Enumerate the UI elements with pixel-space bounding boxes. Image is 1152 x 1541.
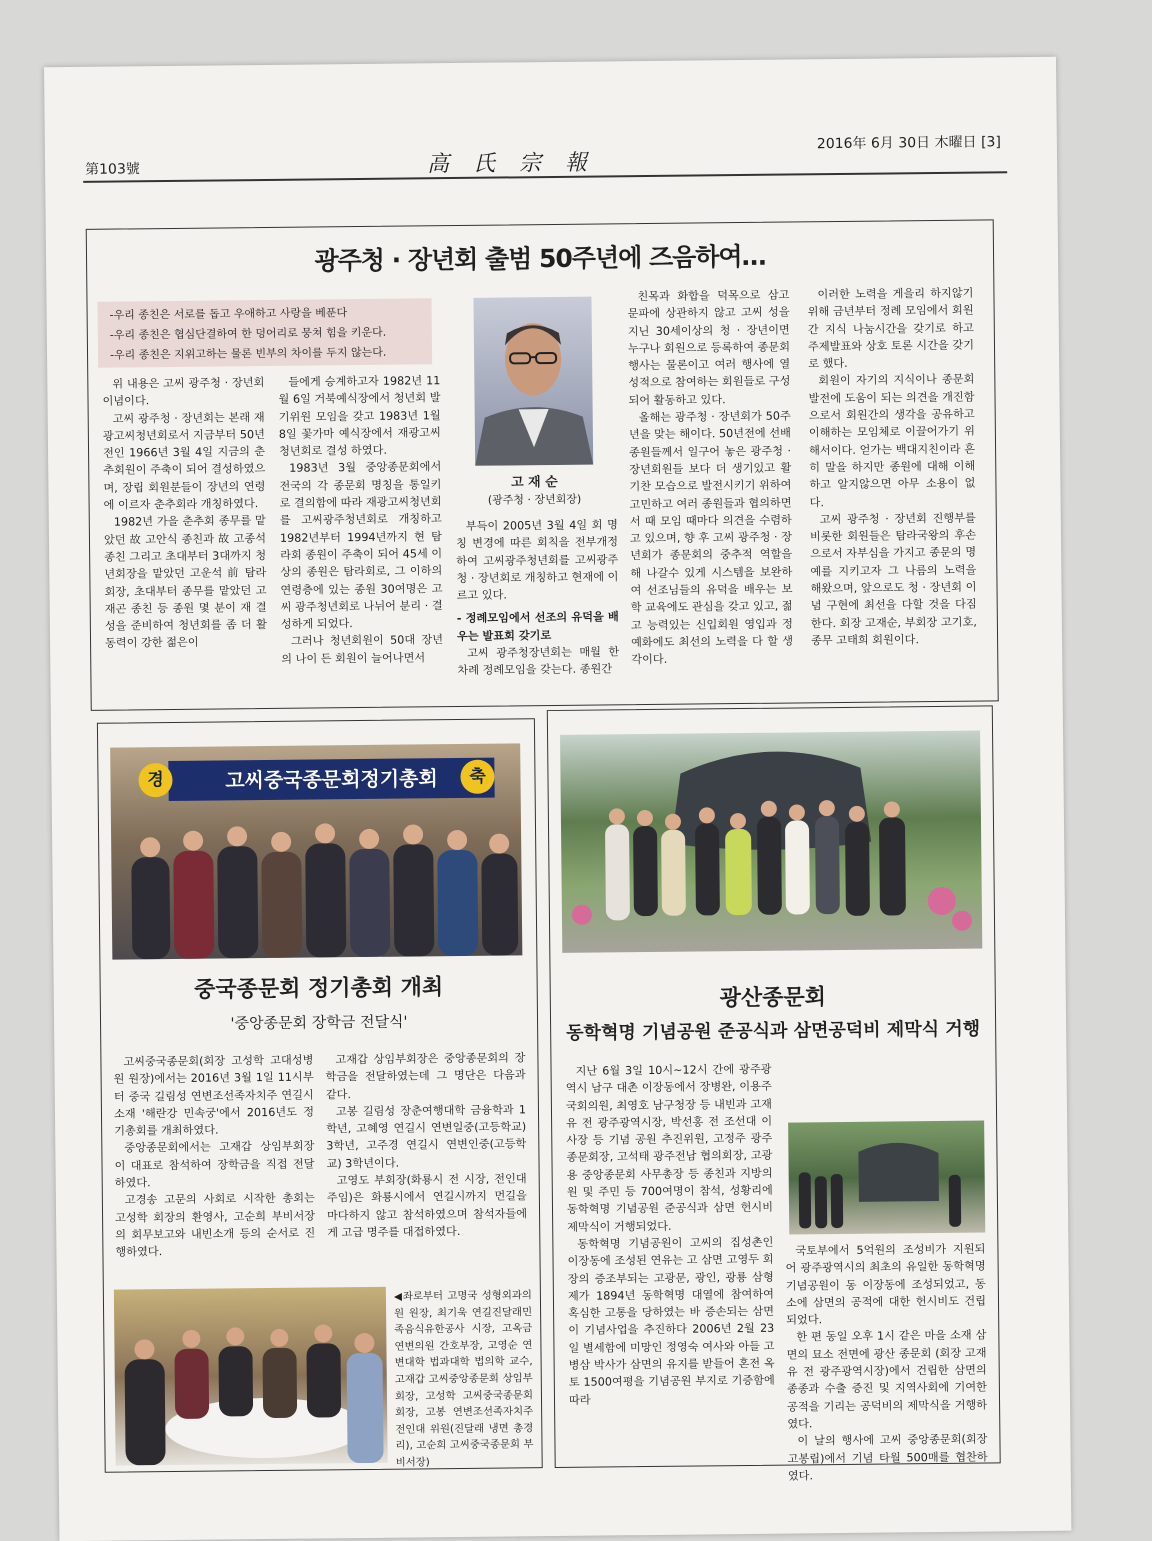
- paragraph: 위 내용은 고씨 광주청 · 장년회 이념이다.: [102, 374, 264, 410]
- motto-line: -우리 종친은 지위고하는 물론 빈부의 차이를 두지 않는다.: [110, 342, 420, 365]
- paragraph: 그러나 청년회원이 50대 장년의 나이 든 회원이 늘어나면서: [281, 632, 443, 668]
- feature-subhead: - 정례모임에서 선조의 유덕을 배우는 발표회 갖기로: [457, 609, 619, 645]
- medal-left: 경: [138, 763, 172, 797]
- paragraph: 이러한 노력을 게을리 하지않기 위해 금년부터 정례 모임에서 회원간 지식 나눔시간을 갖기로 하고 주제발표와 상호 토론 시간을 갖기로 했다.: [807, 285, 974, 373]
- feature-column-4: [627, 287, 793, 669]
- paragraph: 고경송 고문의 사회로 시작한 총회는 고성학 회장의 환영사, 고순희 부비서장의 회무보고와 내빈소개 등의 순서로 진행하였다.: [115, 1190, 316, 1261]
- group-photo: [110, 743, 522, 959]
- paragraph: 동학혁명 기념공원이 고씨의 집성촌인 이장동에 조성된 연유는 고 삼면 고영두 회장의 증조부되는 고광문, 광인, 광룡 삼형제가 1894년 동학혁명 대열에 참여하여 혹심한 고통을 당하였는 바 증손되는 삼면이 기념사업을 추진하다 2006년 2월 23일 별세함에 미망인 정영숙 여사와 아들 고병삼 박사가 삼면의 유지를 받들어 혼전 옥토 1500여평을 기념공원 부지로 기증함에 따라: [567, 1234, 775, 1409]
- gwangsan-column-1: [565, 1061, 775, 1409]
- paragraph: 고영도 부회장(화룡시 전 시장, 전인대 주임)은 화룡시에서 연길시까지 먼길을 마다하지 않고 참석하였으며 참석자들에게 고급 명주를 대접하였다.: [327, 1170, 528, 1241]
- feature-headline: 광주청 · 장년회 출범 50주년에 즈음하여…: [87, 234, 993, 279]
- paragraph: 지난 6월 3일 10시~12시 간에 광주광역시 남구 대촌 이장동에서 장병완, 이용주 국회의원, 최영호 남구청장 등 내빈과 고재유 전 광주광역시장, 박선홍 전 조선대 이사장 등 기념 공원 추진위원, 고정주 광주종문회장, 고석태 광주전남 협의회장, 고광용 중앙종문회 사무총장 등 종친과 지방의원 및 주민 등 700여명이 참석, 성황리에 동학혁명 기념공원 준공식과 삼면 헌시비 제막식이 거행되었다.: [565, 1061, 773, 1236]
- dinner-photo: [114, 1287, 388, 1466]
- paragraph: 고씨 광주청 · 장년회는 본래 재광고씨청년회로서 지금부터 50년 전인 1966년 3월 4일 지금의 춘추회원이 주축이 되어 결성하였으며, 장립 회원분들이 장년의 연령에 이르자 춘추회라 개칭하였다.: [103, 409, 266, 514]
- feature-column-2: [278, 372, 443, 668]
- china-subtitle: '중앙종문회 장학금 전달식': [101, 1009, 537, 1035]
- portrait-name: 고 재 순: [475, 471, 593, 491]
- paragraph: 고봉 길림성 장춘여행대학 금융학과 1학년, 고혜영 연길시 연변일중(고등학교) 3학년, 고주경 연길시 연변인중(고등학교) 3학년이다.: [326, 1101, 527, 1172]
- paragraph: 회원이 자기의 지식이나 종문회 발전에 도움이 되는 의견을 개진함으로서 회원간의 생각을 공유하고 이해하는 모임체로 이끌어가기 위해서이다. 얻가는 백대지친이라 흔히 말을 하지만 종원에 대해 이해하고 알지않으면 아무 소용이 없다.: [808, 371, 975, 511]
- feature-column-5: [807, 285, 977, 650]
- memorial-stone-photo: [788, 1121, 985, 1235]
- portrait-role: (광주청 · 장년회장): [475, 491, 593, 508]
- gwangsan-subtitle: 동학혁명 기념공원 준공식과 삼면공덕비 제막식 거행: [551, 1014, 995, 1045]
- medal-right: 축: [460, 760, 494, 794]
- china-column-1: [113, 1052, 315, 1262]
- motto-box: [97, 298, 432, 367]
- paragraph: 중앙종문회에서는 고재갑 상임부회장이 대표로 참석하여 장학금을 직접 전달하였다.: [114, 1138, 315, 1192]
- issue-number: 第103號: [85, 158, 140, 179]
- paragraph: 1982년 가을 춘추회 종무를 맡았던 故 고안식 종친과 故 고종석 종친 그리고 초대부터 3대까지 청년회장을 맡았던 고운석 前 탐라회장, 초대부터 종무를 맡았던 고재곤 종친 등 종원 몇 분이 재 결성을 준비하여 청년회를 좀 더 활동력이 강한 젊은이: [104, 512, 267, 652]
- paragraph: 1983년 3월 중앙종문회에서 전국의 각 종문회 명칭을 통일키로 결의함에 따라 재광고씨청년회를 고씨광주청년회로 개칭하고 1982년부터 1994년까지 현 탐라회 종원이 주축이 되어 45세 이상의 종원은 탐라회로, 그 이하의 연령층에 있는 종원 30여명은 고씨 광주청년회로 나뉘어 분리 · 결성하게 되었다.: [279, 459, 443, 634]
- paragraph: 한 편 동일 오후 1시 같은 마을 소재 삼면의 묘소 전면에 광산 종문회 (회장 고재유 전 광주광역시장)에서 건립한 삼면의 종종과 수출 증진 및 지역사회에 기여한 공적을 기리는 공덕비의 제막식을 거행하였다.: [786, 1327, 987, 1433]
- portrait-photo: [473, 297, 593, 466]
- paragraph: 고재갑 상임부회장은 중앙종문회의 장학금을 전달하였는데 그 명단은 다음과 같다.: [325, 1049, 526, 1103]
- paragraph: 친목과 화합을 덕목으로 삼고 문파에 상관하지 않고 고씨 성을 지닌 30세이상의 청 · 장년이면 누구나 회원으로 등록하여 종문회 행사는 물론이고 여러 행사에 열성적으로 참여하는 회원들로 구성되어 활동하고 있다.: [627, 287, 790, 410]
- issue-date: 2016年 6月 30日 木曜日 [3]: [817, 131, 1001, 153]
- gwangsan-column-2: [785, 1241, 988, 1485]
- gwangsan-article: [547, 705, 1001, 1468]
- gwangsan-title: 광산종문회: [551, 978, 995, 1014]
- paragraph: 국토부에서 5억원의 조성비가 지원되어 광주광역시의 최초의 유일한 동학혁명 기념공원이 동 이장동에 조성되었고, 동 소에 삼면의 공적에 대한 헌시비도 건립되었다.: [785, 1241, 986, 1330]
- banner: 고씨중국종문회정기총회: [168, 758, 494, 801]
- paragraph: 들에게 승계하고자 1982년 11월 6일 거북예식장에서 청년회 발기위원 모임을 갖고 1983년 1월 8일 꽃가마 예식장에서 재광고씨청년회로 결성 하였다.: [278, 372, 441, 460]
- dinner-caption: [394, 1287, 534, 1471]
- photo-caption: ◀좌로부터 고명국 성형외과의원 원장, 최기욱 연길진달래민족음식유한공사 시장, 고옥금 연변의원 간호부장, 고영순 연변대학 법과대학 법의학 교수, 고재갑 고씨중앙종문회 상임부회장, 고성학 고씨중국종문회 회장, 고봉 연변조선족자치주 전인대 위원(진달래 냉면 총경리), 고순희 고씨중국종문회 부비서장): [394, 1287, 534, 1471]
- paragraph: 올해는 광주청 · 장년회가 50주년을 맞는 해이다. 50년전에 선배 종원들께서 일구어 놓은 광주청 · 장년회원들 보다 더 생기있고 활기찬 모습으로 발전시키기 위하여 고민하고 여러 종원들과 협의하면서 때 모임 때마다 의견을 수렴하고 있으며, 향 후 고씨 광주청 · 장년회가 종문회의 중추적 역할을 해 나갈수 있게 시스템을 보완하여 선조님들의 유덕을 배우는 보학 교육에도 관심을 갖고 있고, 젊고 능력있는 신입회원 영입과 정예화에도 최선의 노력을 다 할 생각이다.: [629, 408, 794, 669]
- paragraph: 부득이 2005년 3월 4일 회 명칭 변경에 따른 회칙을 전부개정하여 고씨광주청년회를 고씨광주청 · 장년회로 개칭하고 현재에 이르고 있다.: [456, 516, 619, 604]
- paragraph: 고씨 광주청 · 장년회 진행부를 비롯한 회원들은 탐라국왕의 후손으로서 자부심을 가지고 종문의 명예를 지키고자 그 나름의 노력을 해왔으며, 앞으로도 청 · 장년회 이념 구현에 최선을 다할 것을 다짐한다. 회장 고재순, 부회장 고기호, 종무 고태희 회원이다.: [810, 509, 977, 649]
- masthead: [45, 149, 1057, 190]
- paper-name: 高氏宗報: [427, 145, 611, 178]
- paragraph: 이 날의 행사에 고씨 중앙종문회(회장 고봉립)에서 기념 타월 500매를 협찬하였다.: [787, 1431, 988, 1485]
- feature-article: [86, 219, 999, 710]
- feature-column-3: [456, 516, 620, 679]
- monument-photo: [560, 731, 982, 953]
- motto-line: -우리 종친은 서로를 돕고 우애하고 사랑을 베푼다: [110, 302, 420, 325]
- paragraph: 고씨 광주청장년회는 매월 한 차례 정례모임을 갖는다. 종원간: [457, 643, 619, 679]
- newspaper-page: [44, 57, 1071, 1541]
- china-article: [97, 718, 543, 1473]
- china-column-2: [325, 1049, 527, 1241]
- china-title: 중국종문회 정기총회 개최: [101, 969, 537, 1005]
- motto-line: -우리 종친은 협심단결하여 한 덩어리로 뭉쳐 힘을 키운다.: [110, 322, 420, 345]
- paragraph: 고씨중국종문회(회장 고성학 고대성병원 원장)에서는 2016년 3월 1일 11시부터 중국 길림성 연변조선족자치주 연길시 소재 '해란강 민속궁'에서 2016년도 정기총회를 개최하였다.: [113, 1052, 314, 1141]
- feature-column-1: [102, 374, 267, 652]
